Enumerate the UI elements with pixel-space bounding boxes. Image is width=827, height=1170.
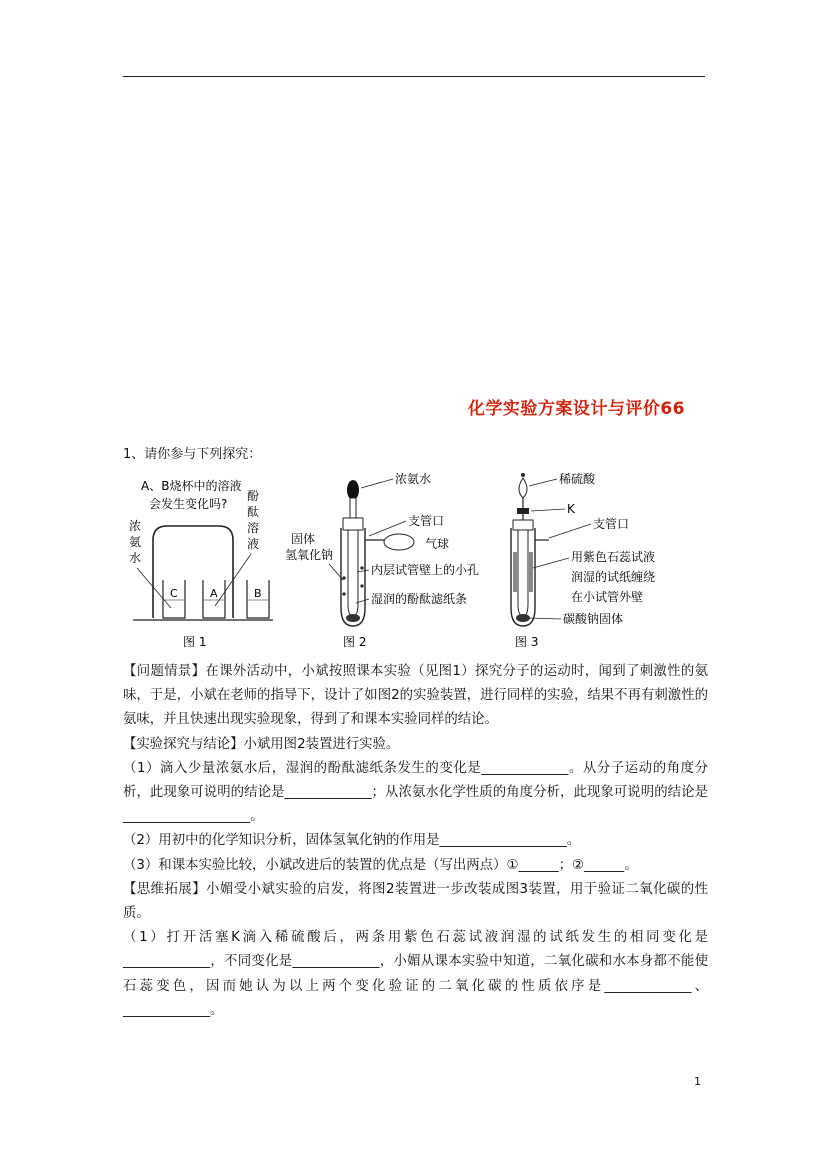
- fig3-litmus-label-2: 润湿的试纸缠绕: [571, 570, 656, 584]
- bell-jar: [153, 526, 233, 618]
- sub-question-3: （3）和课本实验比较，小斌改进后的装置的优点是（写出两点）①______；②______。: [123, 857, 638, 873]
- question-intro: 1、请你参与下列探究：: [123, 447, 262, 462]
- fig2-ammonia-label: 浓氨水: [395, 472, 432, 486]
- beaker-c-label: C: [170, 587, 178, 600]
- fig3-branch-pointer: [549, 524, 591, 538]
- fig1-right-label-1: 酚: [247, 489, 260, 503]
- page-number: 1: [694, 1075, 701, 1088]
- beaker-a-label: A: [210, 587, 218, 600]
- fig2-bottom-solid: [346, 614, 360, 622]
- fig1-left-label-1: 浓: [129, 519, 142, 533]
- fig1-caption: 图 1: [183, 635, 207, 649]
- fig3-bottom-solid: [516, 614, 530, 622]
- fig3-litmus-left: [513, 552, 517, 592]
- fig1-left-label-3: 水: [129, 551, 142, 565]
- page-title: 化学实验方案设计与评价66: [467, 399, 685, 419]
- fig2-branch-label: 支管口: [408, 514, 445, 528]
- dropper-tube: [350, 498, 356, 518]
- figure-3: [511, 471, 655, 649]
- sub-question-2: （2）用初中的化学知识分析，固体氢氧化钠的作用是___________________。: [123, 833, 581, 849]
- fig1-question-line2: 会发生变化吗?: [149, 497, 228, 511]
- fig2-hole-label: 内层试管壁上的小孔: [371, 563, 480, 577]
- fig1-right-label-4: 液: [247, 537, 260, 551]
- fig3-inner-tube: [518, 530, 528, 616]
- problem-context: 【问题情景】在课外活动中，小斌按照课本实验（见图1）探究分子的运动时，闻到了刺激性的氨味，于是，小斌在老师的指导下，设计了如图2的实验装置，进行同样的实验，结果不再有刺激性的氨味，并且快速出现实验现象，得到了和课本实验同样的结论。: [123, 664, 708, 728]
- fig1-right-label-2: 酞: [247, 505, 260, 519]
- fig3-litmus-right: [529, 552, 533, 592]
- fig3-stopper: [513, 520, 533, 530]
- fig3-litmus-label-3: 在小试管外壁: [571, 590, 644, 604]
- fig2-balloon-label: 气球: [425, 537, 450, 551]
- beaker-b-label: B: [254, 587, 262, 600]
- fig3-caption: 图 3: [515, 635, 539, 649]
- dropper-bulb: [347, 480, 359, 500]
- fig2-caption: 图 2: [343, 635, 367, 649]
- figure-2: [285, 471, 479, 649]
- question-body: [123, 660, 708, 1023]
- extension-question-1: （1）打开活塞K滴入稀硫酸后，两条用紫色石蕊试液润湿的试纸发生的相同变化是_____________，不同变化是_____________，小媚从课本实验中知道，二氧化碳和水本身都不能使石蕊变色，因而她认为以上两个变化验证的二氧化碳的性质依序是_____________、_____________。: [123, 930, 708, 1018]
- header-rule: [123, 76, 705, 77]
- fig3-k-pointer: [531, 509, 565, 511]
- fig2-solid-label-2: 氢氧化钠: [285, 548, 334, 562]
- fig3-funnel: [519, 478, 527, 498]
- fig3-litmus-label-1: 用紫色石蕊试液: [571, 550, 656, 564]
- balloon: [384, 534, 414, 550]
- fig2-stopper: [343, 518, 363, 530]
- fig2-paper-label: 湿润的酚酞滤纸条: [371, 592, 468, 606]
- fig3-acid-pointer: [529, 479, 557, 486]
- sub-question-1: （1）滴入少量浓氨水后，湿润的酚酞滤纸条发生的变化是_____________。从分子运动的角度分析，此现象可说明的结论是_____________；从浓氨水化学性质的角度分析，此现象可说明的结论是___________________。: [123, 760, 708, 825]
- fig3-litmus-pointer: [533, 558, 569, 568]
- fig3-carbonate-label: 碳酸钠固体: [563, 612, 624, 626]
- fig1-left-pointer: [137, 568, 171, 608]
- fig3-acid-label: 稀硫酸: [559, 472, 596, 486]
- valve-k: [517, 508, 529, 514]
- fig1-right-label-3: 溶: [247, 521, 260, 535]
- fig3-k-label: K: [567, 502, 575, 516]
- fig2-solid-label-1: 固体: [291, 532, 316, 546]
- experiment-figure: [123, 468, 683, 653]
- fig2-hole-pointer: [357, 570, 369, 572]
- extension-heading: 【思维拓展】小媚受小斌实验的启发，将图2装置进一步改装成图3装置，用于验证二氧化碳的性质。: [123, 881, 708, 922]
- figure-1: [129, 478, 273, 649]
- fig3-branch-label: 支管口: [593, 517, 630, 531]
- fig2-ammonia-pointer: [361, 479, 393, 488]
- fig1-question-line1: A、B烧杯中的溶液: [141, 479, 242, 493]
- experiment-heading: 【实验探究与结论】小斌用图2装置进行实验。: [123, 736, 400, 752]
- fig1-left-label-2: 氨: [129, 535, 142, 549]
